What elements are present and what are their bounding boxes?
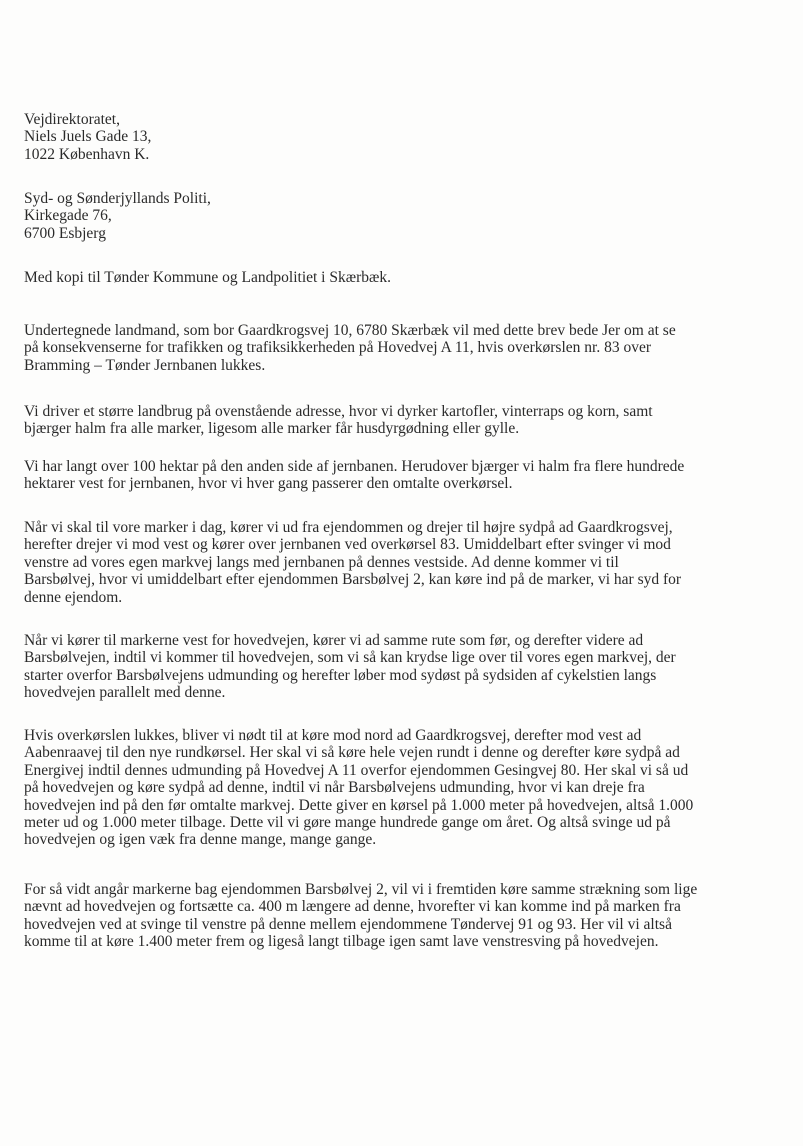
body-paragraph: Hvis overkørslen lukkes, bliver vi nødt til at køre mod nord ad Gaardkrogsvej, derefter mod vest ad Aabenraavej til den nye rundkørsel. Her skal vi så køre hele vejen rundt i denne og derefter køre sydpå ad Energivej indtil dennes udmunding på Hovedvej A 11 overfor ejendommen Gesingvej 80. Her skal vi så ud på hovedvejen og køre sydpå ad denne, indtil vi når Barsbølvejens udmunding, hvor vi kan dreje fra hovedvejen ind på den før omtalte markvej. Dette giver en kørsel på 1.000 meter på hovedvejen, altså 1.000 meter ud og 1.000 meter tilbage. Dette vil vi gøre mange hundrede gange om året. Og altså svinge ud på hovedvejen og igen væk fra denne mange, mange gange. — [24, 727, 694, 849]
address-line: Vejdirektoratet, — [24, 111, 120, 128]
body-paragraph: Vi driver et større landbrug på ovenstående adresse, hvor vi dyrker kartofler, vinterraps og korn, samt bjærger halm fra alle marker, ligesom alle marker får husdyrgødning eller gylle. — [24, 403, 653, 438]
address-line: 1022 København K. — [24, 145, 150, 163]
body-paragraph: Når vi kører til markerne vest for hovedvejen, kører vi ad samme rute som før, og derefter videre ad Barsbølvejen, indtil vi kommer til hovedvejen, som vi så kan krydse lige over til vores egen markvej, der starter overfor Barsbølvejens udmunding og herefter løber mod sydøst på sydsiden af cykelstien langs hovedvejen parallelt med denne. — [24, 632, 676, 702]
body-paragraph: For så vidt angår markerne bag ejendommen Barsbølvej 2, vil vi i fremtiden køre samme strækning som lige nævnt ad hovedvejen og fortsætte ca. 400 m længere ad denne, hvorefter vi kan komme ind på marken fra hovedvejen ved at svinge til venstre på denne mellem ejendommene Tøndervej 91 og 93. Her vil vi altså komme til at køre 1.400 meter frem og ligeså langt tilbage igen samt lave venstresving på hovedvejen. — [24, 881, 698, 951]
body-paragraph: Undertegnede landmand, som bor Gaardkrogsvej 10, 6780 Skærbæk vil med dette brev bede Jer om at se på konsekvenserne for trafikken og trafiksikkerheden på Hovedvej A 11, hvis overkørslen nr. 83 over Bramming – Tønder Jernbanen lukkes. — [24, 322, 676, 374]
copy-note-text: Med kopi til Tønder Kommune og Landpolitiet i Skærbæk. — [24, 269, 391, 286]
address-line: Kirkegade 76, — [24, 207, 112, 225]
address-line: Niels Juels Gade 13, — [24, 128, 152, 146]
recipient-address-vejdirektoratet — [24, 111, 704, 163]
copy-note — [24, 269, 704, 286]
recipient-address-politi — [24, 190, 704, 242]
address-line: Syd- og Sønderjyllands Politi, — [24, 190, 211, 207]
body-paragraph: Vi har langt over 100 hektar på den anden side af jernbanen. Herudover bjærger vi halm fra flere hundrede hektarer vest for jernbanen, hvor vi hver gang passerer den omtalte overkørsel. — [24, 458, 685, 493]
body-paragraph: Når vi skal til vore marker i dag, kører vi ud fra ejendommen og drejer til højre sydpå ad Gaardkrogsvej, herefter drejer vi mod vest og kører over jernbanen ved overkørsel 83. Umiddelbart efter svinger vi mod venstre ad vores egen markvej langs med jernbanen på dennes vestside. Ad denne kommer vi til Barsbølvej, hvor vi umiddelbart efter ejendommen Barsbølvej 2, kan køre ind på de marker, vi har syd for denne ejendom. — [24, 519, 682, 606]
address-line: 6700 Esbjerg — [24, 224, 106, 242]
